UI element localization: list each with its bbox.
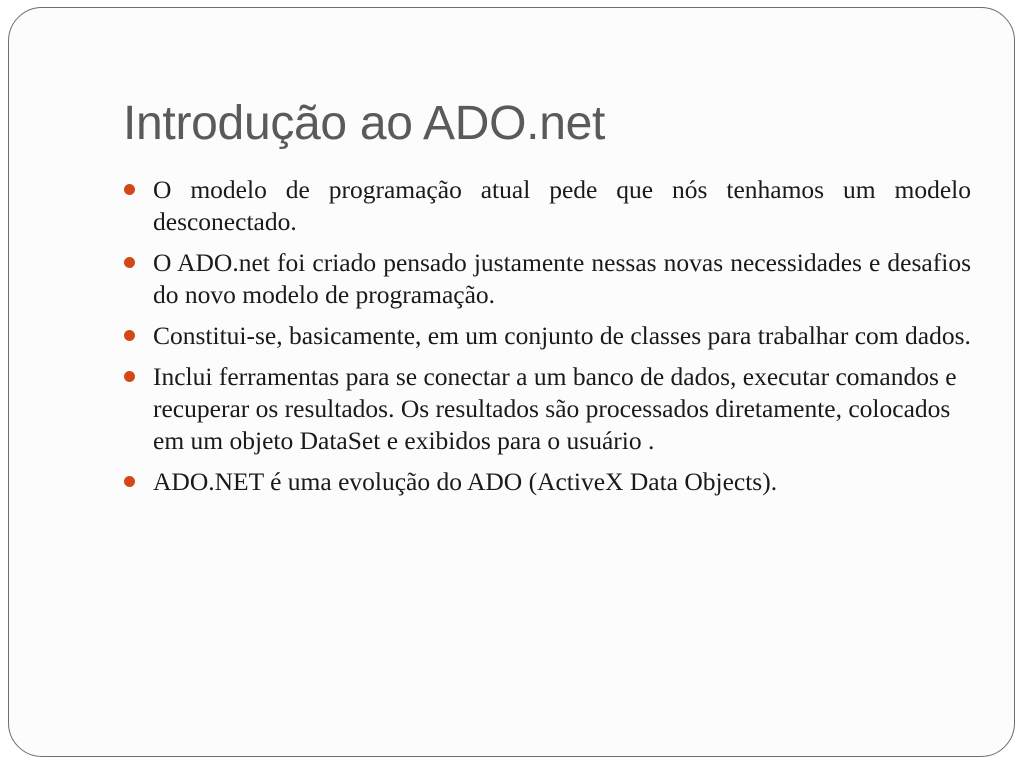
- bullet-list: [153, 174, 971, 507]
- bullet-dot-icon: [124, 330, 135, 341]
- bullet-text: O modelo de programação atual pede que nós tenhamos um modelo desconectado.: [153, 175, 971, 236]
- bullet-text: Inclui ferramentas para se conectar a um banco de dados, executar comandos e recuperar os resultados. Os resultados são processados diretamente, colocados em um objeto DataSet e exibidos para o usuário .: [153, 362, 957, 455]
- bullet-dot-icon: [124, 184, 135, 195]
- slide-frame: [8, 7, 1015, 757]
- bullet-item: [153, 320, 971, 352]
- bullet-dot-icon: [124, 257, 135, 268]
- bullet-item: [153, 361, 971, 457]
- bullet-item: [153, 247, 971, 311]
- bullet-item: [153, 174, 971, 238]
- bullet-dot-icon: [124, 476, 135, 487]
- bullet-item: [153, 466, 971, 498]
- bullet-text: O ADO.net foi criado pensado justamente nessas novas necessidades e desafios do novo modelo de programação.: [153, 248, 971, 309]
- bullet-dot-icon: [124, 371, 135, 382]
- bullet-text: Constitui-se, basicamente, em um conjunto de classes para trabalhar com dados.: [153, 321, 971, 350]
- slide-title: Introdução ao ADO.net: [123, 97, 606, 150]
- bullet-text: ADO.NET é uma evolução do ADO (ActiveX Data Objects).: [153, 467, 778, 496]
